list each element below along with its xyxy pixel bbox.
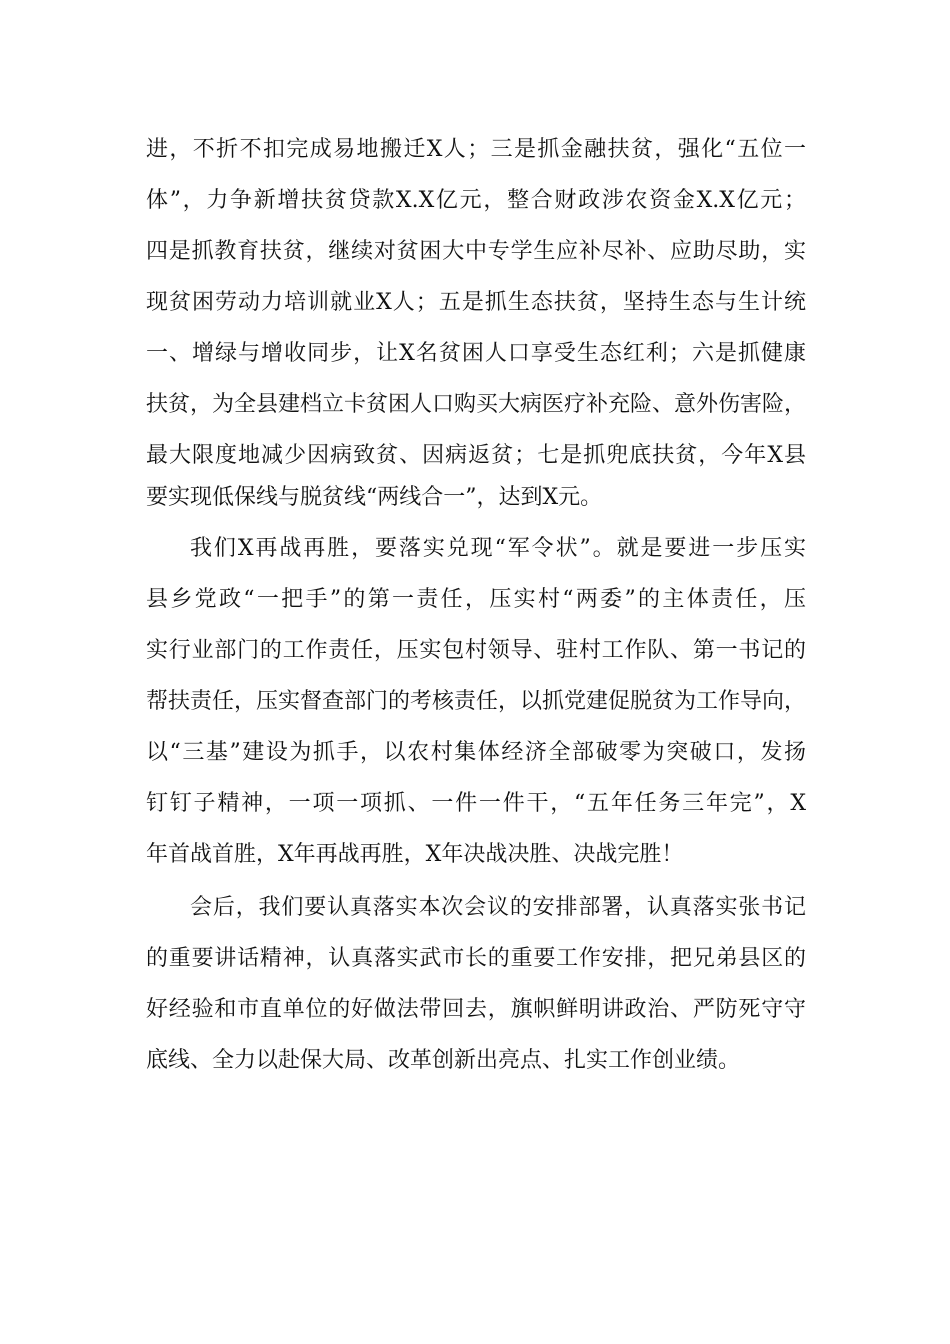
text-line: 现贫困劳动力培训就业X人；五是抓生态扶贫，坚持生态与生计统 (146, 290, 806, 315)
text-line: 要实现低保线与脱贫线“两线合一”，达到X元。 (146, 485, 603, 510)
text-line: 的重要讲话精神，认真落实武市长的重要工作安排，把兄弟县区的 (146, 946, 806, 971)
text-line: 好经验和市直单位的好做法带回去，旗帜鲜明讲政治、严防死守守 (146, 997, 806, 1022)
text-line: 帮扶责任，压实督查部门的考核责任，以抓党建促脱贫为工作导向， (146, 689, 806, 714)
text-line: 四是抓教育扶贫，继续对贫困大中专学生应补尽补、应助尽助，实 (146, 239, 806, 264)
text-line: 钉钉子精神，一项一项抓、一件一件干，“五年任务三年完”，X (146, 791, 806, 816)
text-line: 年首战首胜，X年再战再胜，X年决战决胜、决战完胜！ (146, 842, 684, 867)
text-line: 扶贫，为全县建档立卡贫困人口购买大病医疗补充险、意外伤害险， (146, 392, 806, 417)
text-line: 最大限度地减少因病致贫、因病返贫；七是抓兜底扶贫，今年X县 (146, 443, 806, 468)
text-line: 进，不折不扣完成易地搬迁X人；三是抓金融扶贫，强化“五位一 (146, 137, 806, 162)
text-line: 底线、全力以赴保大局、改革创新出亮点、扎实工作创业绩。 (146, 1048, 741, 1073)
text-line: 以“三基”建设为抓手，以农村集体经济全部破零为突破口，发扬 (146, 740, 806, 765)
text-line: 实行业部门的工作责任，压实包村领导、驻村工作队、第一书记的 (146, 638, 806, 663)
text-line: 县乡党政“一把手”的第一责任，压实村“两委”的主体责任，压 (146, 587, 806, 612)
text-line: 我们X再战再胜，要落实兑现“军令状”。就是要进一步压实 (190, 536, 806, 561)
text-line: 会后，我们要认真落实本次会议的安排部署，认真落实张书记 (190, 895, 806, 920)
text-line: 体”，力争新增扶贫贷款X.X亿元，整合财政涉农资金X.X亿元； (146, 188, 806, 213)
text-line: 一、增绿与增收同步，让X名贫困人口享受生态红利；六是抓健康 (146, 341, 806, 366)
